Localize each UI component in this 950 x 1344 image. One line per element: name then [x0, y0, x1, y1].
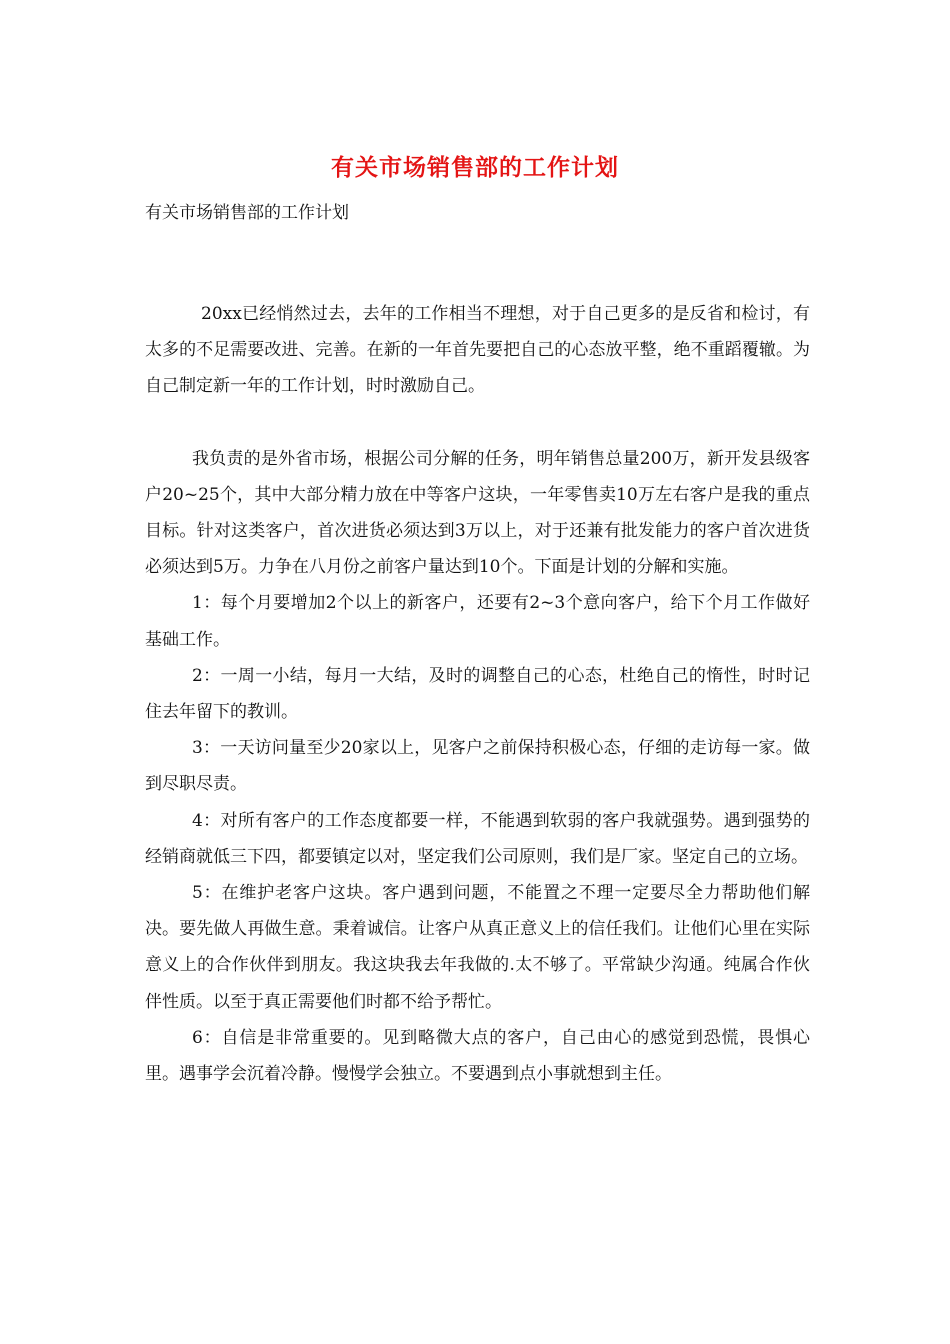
paragraph-item-6: 6：自信是非常重要的。见到略微大点的客户，自己由心的感觉到恐慌，畏惧心里。遇事学会沉着冷静。慢慢学会独立。不要遇到点小事就想到主任。 — [145, 1027, 810, 1085]
paragraph-item-3: 3：一天访问量至少20家以上，见客户之前保持积极心态，仔细的走访每一家。做到尽职尽责。 — [145, 738, 810, 795]
paragraph-item-4: 4：对所有客户的工作态度都要一样，不能遇到软弱的客户我就强势。遇到强势的经销商就低三下四，都要镇定以对，坚定我们公司原则，我们是厂家。坚定自己的立场。 — [145, 810, 810, 867]
paragraph-item-5: 5：在维护老客户这块。客户遇到问题，不能置之不理一定要尽全力帮助他们解决。要先做人再做生意。秉着诚信。让客户从真正意义上的信任我们。让他们心里在实际意义上的合作伙伴到朋友。我这块我去年我做的.太不够了。平常缺少沟通。纯属合作伙伴性质。以至于真正需要他们时都不给予帮忙。 — [145, 883, 810, 1012]
paragraph-responsibility: 我负责的是外省市场，根据公司分解的任务，明年销售总量200万，新开发县级客户20~25个，其中大部分精力放在中等客户这块，一年零售卖10万左右客户是我的重点目标。针对这类客户，首次进货必须达到3万以上，对于还兼有批发能力的客户首次进货必须达到5万。力争在八月份之前客户量达到10个。下面是计划的分解和实施。 — [145, 448, 810, 578]
paragraph-item-1: 1：每个月要增加2个以上的新客户，还要有2~3个意向客户，给下个月工作做好基础工作。 — [145, 593, 810, 650]
paragraph-intro: 20xx已经悄然过去，去年的工作相当不理想，对于自己更多的是反省和检讨，有太多的不足需要改进、完善。在新的一年首先要把自己的心态放平整，绝不重蹈覆辙。为自己制定新一年的工作计划，时时激励自己。 — [145, 304, 810, 397]
paragraph-spacer — [145, 405, 810, 441]
document-body — [145, 296, 810, 1092]
document-title: 有关市场销售部的工作计划 — [331, 154, 619, 181]
document-subtitle: 有关市场销售部的工作计划 — [145, 203, 349, 223]
paragraph-item-2: 2：一周一小结，每月一大结，及时的调整自己的心态，杜绝自己的惰性，时时记住去年留下的教训。 — [145, 665, 810, 723]
